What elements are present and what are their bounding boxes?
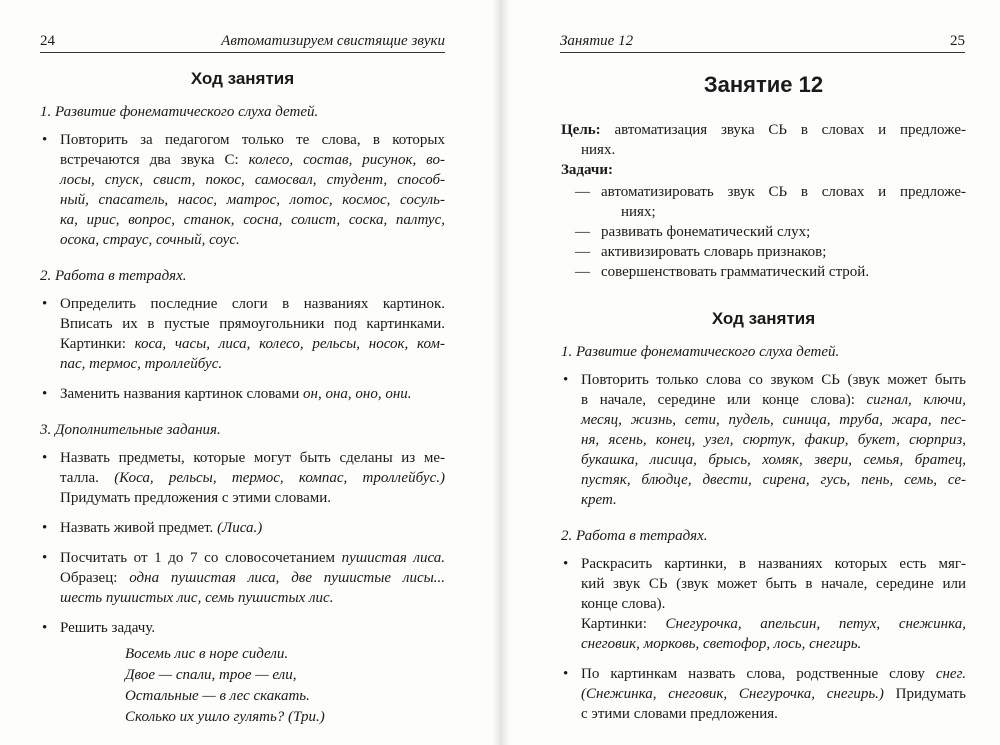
bullet-icon: •: [563, 666, 569, 682]
section-title: Ход занятия: [190, 69, 295, 88]
item2-bullet-1: • Определить последние слоги в названиях картинок. Вписать их в пустые прямоугольники под картинками. Картинки: коса, часы, лиса, колесо, рельсы, носок, ком- пас, термос, троллейбус.: [42, 296, 445, 372]
right-page: [505, 0, 1000, 745]
tasks-label: Задачи:: [561, 162, 614, 178]
item2-heading: 2. Работа в тетрадях.: [561, 528, 708, 544]
bullet-icon: •: [563, 372, 569, 388]
item3-heading: 3. Дополнительные задания.: [40, 422, 221, 438]
poem-line: Двое — спали, трое — ели,: [125, 667, 297, 683]
item3-bullet-2: • Назвать живой предмет. (Лиса.): [42, 520, 263, 536]
task-item: — активизировать словарь признаков;: [575, 244, 827, 260]
task-item: — развивать фонематический слух;: [575, 224, 811, 240]
item1-heading: 1. Развитие фонематического слуха детей.: [40, 104, 319, 120]
lesson-goal: Цель: автоматизация звука СЬ в словах и предложе- ниях. Задачи:: [561, 122, 966, 178]
page-number: 24: [40, 33, 55, 49]
item3-bullet-4: • Решить задачу.: [42, 620, 156, 636]
bullet-icon: •: [42, 450, 48, 466]
right-page-content: [561, 66, 966, 734]
task-item: — совершенствовать грамматический строй.: [575, 264, 870, 280]
running-header: [560, 30, 965, 53]
section-title: Ход занятия: [711, 309, 816, 328]
item2-bullet-2: • По картинкам назвать слова, родственные слову снег. (Снежинка, снеговик, Снегурочка, снегирь.) Придумать с этими словами предложения.: [563, 666, 967, 722]
task-item: — автоматизировать звук СЬ в словах и предложе- ниях;: [575, 184, 966, 220]
page-number: 25: [950, 33, 965, 49]
item2-bullet-2: • Заменить названия картинок словами он, она, оно, они.: [42, 386, 412, 402]
running-title: Автоматизируем свистящие звуки: [221, 33, 445, 49]
bullet-icon: •: [563, 556, 569, 572]
poem-line: Сколько их ушло гулять? (Три.): [125, 709, 325, 725]
running-header: [40, 30, 445, 53]
item2-bullet-1: • Раскрасить картинки, в названиях которых есть мяг- кий звук СЬ (звук может быть в начале, середине или конце слова). Картинки: Снегурочка, апельсин, петух, снежинка, снеговик, морковь, светофор, лось, снегирь.: [563, 556, 966, 652]
poem: [125, 644, 445, 728]
item3-bullet-3: • Посчитать от 1 до 7 со словосочетанием пушистая лиса. Образец: одна пушистая лиса, две пушистые лисы... шесть пушистых лис, семь пушистых лис.: [42, 550, 446, 606]
bullet-icon: •: [42, 550, 48, 566]
left-page-content: [40, 66, 445, 728]
poem-line: Остальные — в лес скакать.: [125, 688, 310, 704]
item1-bullet: • Повторить за педагогом только те слова, в которых встречаются два звука С: колесо, состав, рисунок, во- лосы, спуск, свист, покос, самосвал, студент, способ- ный, спасатель, насос, матрос, лотос, космос, сосуль- ка, ирис, вопрос, станок, сосна, солист, соска, палтус, осока, страус, сочный, соус.: [42, 132, 445, 248]
item3-bullet-1: • Назвать предметы, которые могут быть сделаны из ме- талла. (Коса, рельсы, термос, компас, троллейбус.) Придумать предложения с этими словами.: [42, 450, 445, 506]
bullet-icon: •: [42, 132, 48, 148]
bullet-icon: •: [42, 386, 48, 402]
item1-bullet: • Повторить только слова со звуком СЬ (звук может быть в начале, середине или конце слова): сигнал, ключи, месяц, жизнь, сети, пудель, синица, труба, жара, пес- ня, ясень, конец, узел, сюртук, факир, букет, сюрприз, букашка, лисица, брысь, хомяк, звери, семья, братец, пустяк, блюдце, двести, сирена, гусь, пень, семь, се- крет.: [563, 372, 966, 508]
bullet-icon: •: [42, 296, 48, 312]
tasks-list: [561, 182, 966, 282]
lesson-title: Занятие 12: [703, 72, 824, 97]
bullet-icon: •: [42, 620, 48, 636]
left-page: [0, 0, 495, 745]
goal-label: Цель:: [561, 122, 601, 138]
bullet-icon: •: [42, 520, 48, 536]
item2-heading: 2. Работа в тетрадях.: [40, 268, 187, 284]
item1-heading: 1. Развитие фонематического слуха детей.: [561, 344, 840, 360]
running-title: Занятие 12: [560, 33, 634, 49]
poem-line: Восемь лис в норе сидели.: [125, 646, 289, 662]
